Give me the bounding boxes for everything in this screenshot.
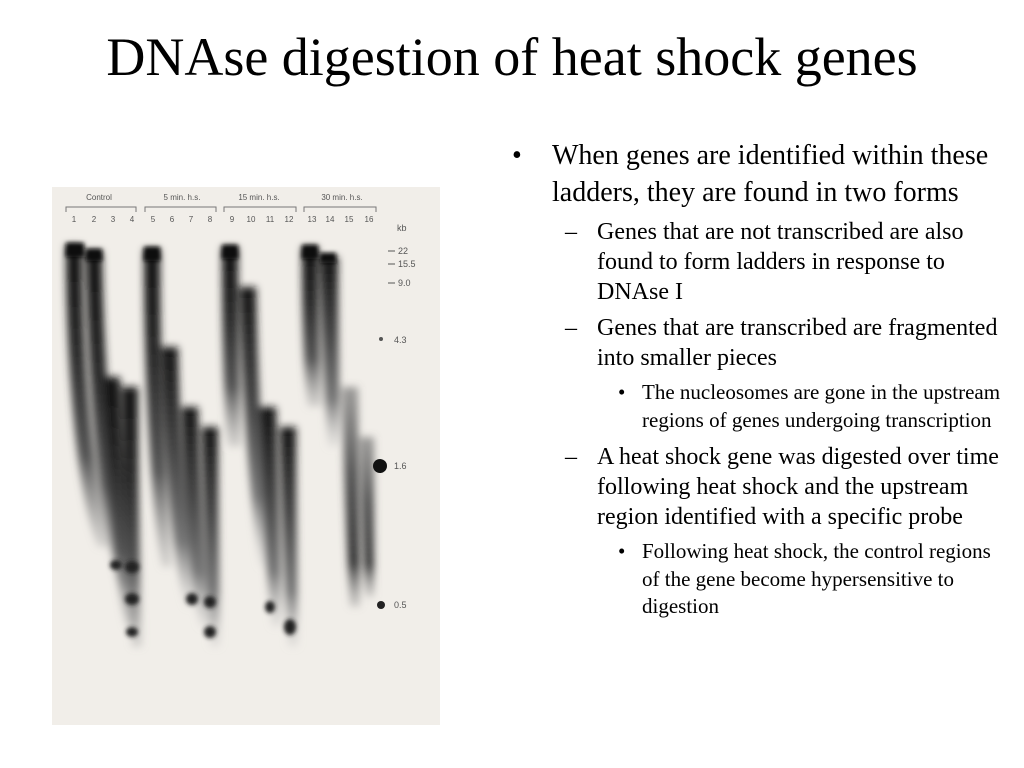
gel-image bbox=[52, 187, 440, 725]
lane-number: 6 bbox=[169, 215, 175, 224]
gel-autoradiograph-figure bbox=[52, 187, 440, 725]
lane-number: 2 bbox=[91, 215, 97, 224]
group-label-control: Control bbox=[86, 193, 112, 202]
size-marker-label: 22 bbox=[398, 246, 409, 256]
sub-bullet-text: Genes that are transcribed are fragmented into smaller pieces bbox=[597, 315, 998, 371]
lane-number: 15 bbox=[344, 215, 354, 224]
kb-unit-label: kb bbox=[397, 223, 407, 233]
size-marker-label: 9.0 bbox=[398, 278, 411, 288]
size-marker-label: 15.5 bbox=[398, 259, 416, 269]
bullet-marker: • bbox=[512, 140, 522, 171]
size-marker-label: 0.5 bbox=[394, 600, 407, 610]
sub-sub-bullet-item bbox=[510, 379, 1010, 434]
bullet-item bbox=[510, 137, 1010, 211]
marker-dot bbox=[379, 337, 383, 341]
group-label-15min: 15 min. h.s. bbox=[238, 193, 280, 202]
lane-number: 13 bbox=[307, 215, 317, 224]
sub-sub-bullet-text: Following heat shock, the control regions of the gene become hypersensitive to digestion bbox=[642, 539, 991, 618]
sub-bullet-item bbox=[510, 442, 1010, 532]
sub-bullet-text: Genes that are not transcribed are also found to form ladders in response to DNAse I bbox=[597, 219, 964, 305]
dash-marker: – bbox=[565, 219, 577, 245]
bullet-list bbox=[510, 137, 1010, 629]
lane-number: 4 bbox=[129, 215, 135, 224]
size-marker-label: 1.6 bbox=[394, 461, 407, 471]
bullet-text: When genes are identified within these ladders, they are found in two forms bbox=[552, 140, 989, 208]
lane-number: 10 bbox=[246, 215, 256, 224]
size-marker-label: 4.3 bbox=[394, 335, 407, 345]
sub-sub-bullet-text: The nucleosomes are gone in the upstream regions of genes undergoing transcription bbox=[642, 380, 1001, 432]
lane-number: 5 bbox=[150, 215, 156, 224]
lane-number: 8 bbox=[207, 215, 213, 224]
sub-bullet-item bbox=[510, 313, 1010, 373]
bullet-marker: • bbox=[618, 380, 626, 404]
lane-number: 1 bbox=[71, 215, 77, 224]
sub-bullet-item bbox=[510, 217, 1010, 307]
lane-number: 12 bbox=[284, 215, 294, 224]
sub-bullet-text: A heat shock gene was digested over time following heat shock and the upstream region identified with a specific probe bbox=[597, 444, 999, 530]
lane-number: 14 bbox=[325, 215, 335, 224]
lane-number: 3 bbox=[110, 215, 116, 224]
dash-marker: – bbox=[565, 315, 577, 341]
group-label-5min: 5 min. h.s. bbox=[163, 193, 201, 202]
lane-number: 11 bbox=[265, 215, 275, 224]
lane-number: 7 bbox=[188, 215, 194, 224]
group-label-30min: 30 min. h.s. bbox=[321, 193, 363, 202]
slide-title: DNAse digestion of heat shock genes bbox=[106, 27, 918, 87]
bullet-marker: • bbox=[618, 539, 626, 563]
dash-marker: – bbox=[565, 444, 577, 470]
lane-number: 16 bbox=[364, 215, 374, 224]
lane-number: 9 bbox=[229, 215, 235, 224]
marker-dot bbox=[373, 459, 387, 473]
marker-dot bbox=[377, 601, 385, 609]
sub-sub-bullet-item bbox=[510, 538, 1010, 621]
